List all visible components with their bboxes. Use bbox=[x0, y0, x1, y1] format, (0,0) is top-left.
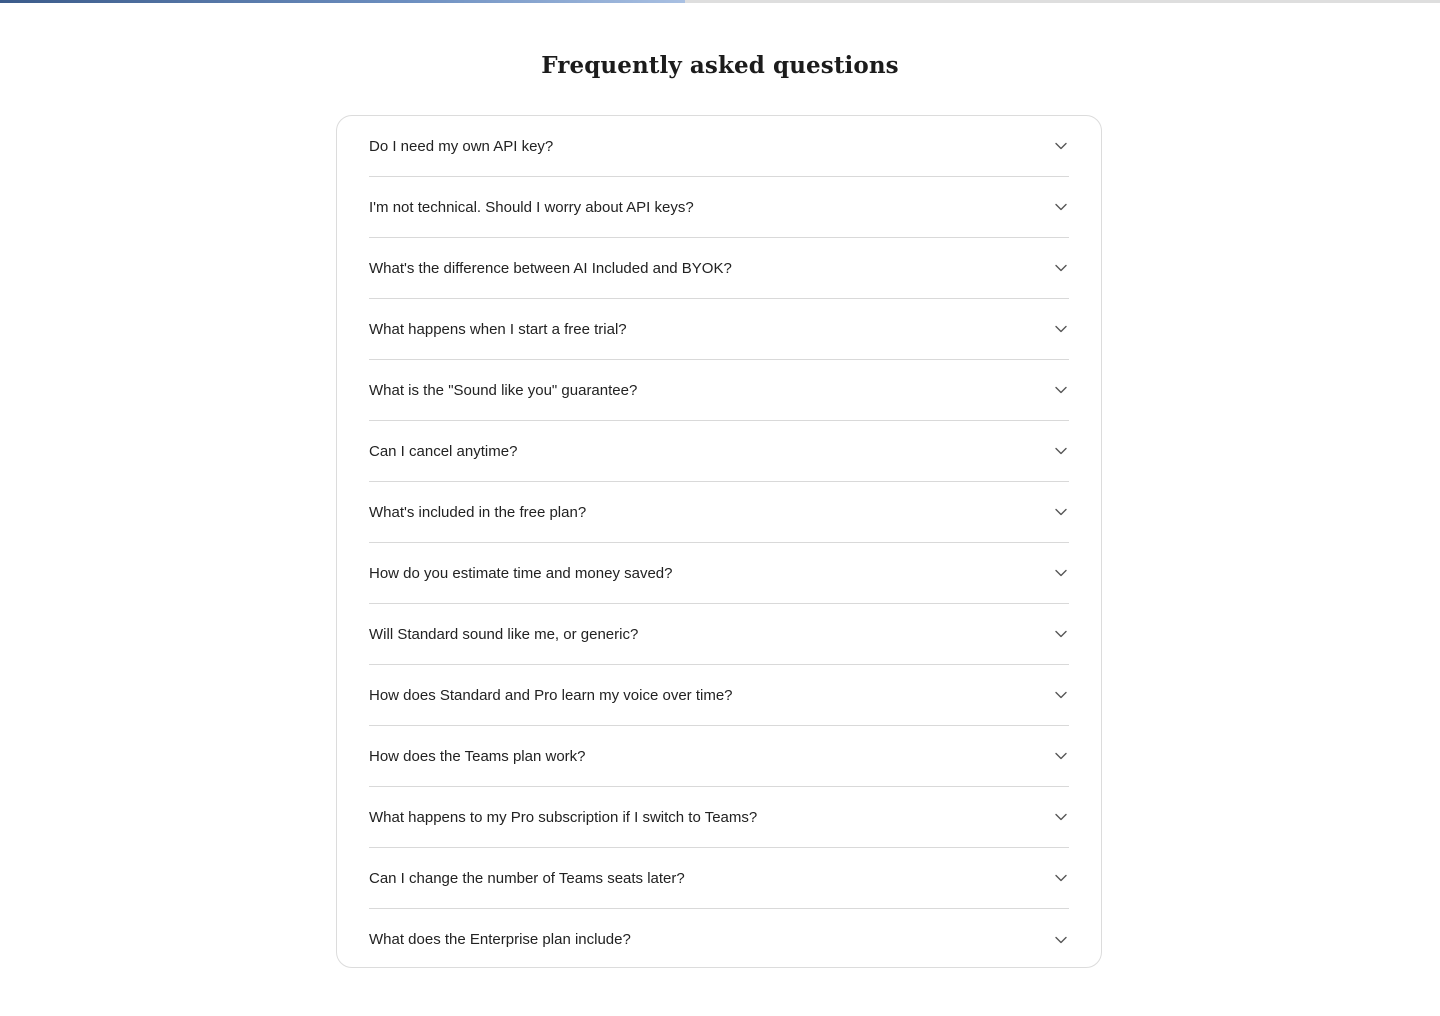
faq-item-enterprise-plan[interactable] bbox=[369, 909, 1069, 970]
faq-question: How do you estimate time and money saved? bbox=[369, 564, 673, 582]
faq-item-cancel-anytime[interactable] bbox=[369, 421, 1069, 482]
faq-question: What is the "Sound like you" guarantee? bbox=[369, 381, 638, 399]
chevron-down-icon bbox=[1054, 749, 1068, 763]
faq-question: What happens to my Pro subscription if I switch to Teams? bbox=[369, 808, 758, 826]
faq-item-pro-to-teams[interactable] bbox=[369, 787, 1069, 848]
chevron-down-icon bbox=[1054, 810, 1068, 824]
faq-item-free-plan[interactable] bbox=[369, 482, 1069, 543]
chevron-down-icon bbox=[1054, 139, 1068, 153]
chevron-down-icon bbox=[1054, 322, 1068, 336]
faq-question: How does the Teams plan work? bbox=[369, 747, 586, 765]
faq-item-own-api-key[interactable] bbox=[369, 116, 1069, 177]
chevron-down-icon bbox=[1054, 871, 1068, 885]
faq-item-ai-included-vs-byok[interactable] bbox=[369, 238, 1069, 299]
faq-item-time-money-saved[interactable] bbox=[369, 543, 1069, 604]
faq-question: Can I change the number of Teams seats later? bbox=[369, 869, 685, 887]
faq-item-not-technical[interactable] bbox=[369, 177, 1069, 238]
chevron-down-icon bbox=[1054, 261, 1068, 275]
faq-question: I'm not technical. Should I worry about API keys? bbox=[369, 198, 694, 216]
faq-item-teams-seats[interactable] bbox=[369, 848, 1069, 909]
scroll-progress-bar bbox=[0, 0, 1440, 3]
faq-item-standard-sound[interactable] bbox=[369, 604, 1069, 665]
faq-title: Frequently asked questions bbox=[541, 52, 899, 79]
faq-question: What does the Enterprise plan include? bbox=[369, 931, 631, 948]
faq-list bbox=[337, 116, 1101, 970]
faq-question: Do I need my own API key? bbox=[369, 137, 554, 155]
chevron-down-icon bbox=[1054, 933, 1068, 947]
faq-question: What's the difference between AI Included and BYOK? bbox=[369, 259, 732, 277]
chevron-down-icon bbox=[1054, 688, 1068, 702]
faq-question: What's included in the free plan? bbox=[369, 503, 587, 521]
chevron-down-icon bbox=[1054, 444, 1068, 458]
faq-item-learn-voice[interactable] bbox=[369, 665, 1069, 726]
chevron-down-icon bbox=[1054, 627, 1068, 641]
faq-item-sound-like-you[interactable] bbox=[369, 360, 1069, 421]
chevron-down-icon bbox=[1054, 200, 1068, 214]
faq-item-free-trial[interactable] bbox=[369, 299, 1069, 360]
chevron-down-icon bbox=[1054, 505, 1068, 519]
faq-item-teams-plan[interactable] bbox=[369, 726, 1069, 787]
chevron-down-icon bbox=[1054, 566, 1068, 580]
faq-question: What happens when I start a free trial? bbox=[369, 320, 627, 338]
chevron-down-icon bbox=[1054, 383, 1068, 397]
scroll-progress-fill bbox=[0, 0, 685, 3]
faq-accordion bbox=[336, 115, 1102, 968]
faq-question: Can I cancel anytime? bbox=[369, 442, 518, 460]
faq-question: Will Standard sound like me, or generic? bbox=[369, 625, 639, 643]
faq-question: How does Standard and Pro learn my voice over time? bbox=[369, 686, 733, 704]
